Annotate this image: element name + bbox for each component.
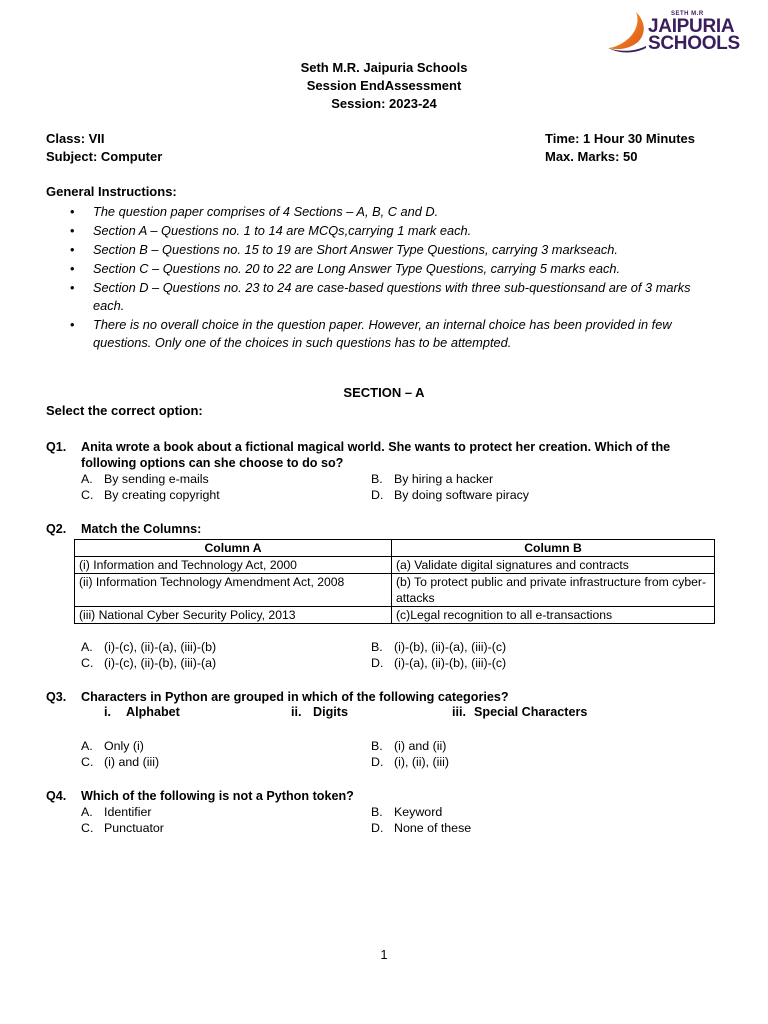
option-c[interactable] [81, 655, 216, 671]
option-text: (i)-(c), (ii)-(a), (iii)-(b) [104, 640, 217, 654]
page-number: 1 [380, 948, 388, 962]
question-number: Q2. [46, 522, 67, 536]
table-row [75, 607, 715, 624]
option-text: Only (i) [104, 739, 144, 753]
question-text: Which of the following is not a Python token? [81, 789, 354, 803]
option-letter: D. [371, 821, 384, 835]
instructions-heading: General Instructions: [46, 184, 177, 199]
section-title: SECTION – A [343, 385, 425, 400]
option-c[interactable] [81, 754, 159, 770]
option-letter: C. [81, 755, 94, 769]
table-cell: (c)Legal recognition to all e-transactions [392, 607, 715, 624]
option-a[interactable] [81, 738, 144, 754]
time-label: Time: 1 Hour 30 Minutes [545, 131, 696, 146]
option-letter: D. [371, 656, 384, 670]
column-b-header: Column B [392, 540, 715, 557]
option-letter: C. [81, 821, 94, 835]
subitem-text: Alphabet [126, 705, 180, 719]
question-number: Q3. [46, 690, 67, 704]
option-d[interactable] [371, 655, 506, 671]
option-letter: A. [81, 739, 93, 753]
school-name: Seth M.R. Jaipuria Schools [300, 60, 468, 75]
option-text: None of these [394, 821, 472, 835]
question-text: Characters in Python are grouped in which of the following categories? [81, 690, 509, 704]
subitem-text: Digits [313, 705, 348, 719]
session-year: Session: 2023-24 [331, 96, 437, 111]
subitem-roman: i. [104, 705, 111, 719]
option-letter: C. [81, 656, 94, 670]
option-c[interactable] [81, 487, 220, 503]
table-header-row [75, 540, 715, 557]
subitem-digits [291, 705, 348, 719]
option-letter: D. [371, 755, 384, 769]
logo-swoosh-icon [606, 8, 650, 54]
instruction-item: • Section D – Questions no. 23 to 24 are case-based questions with three sub-questionsand are of 3 marks each. [70, 279, 710, 315]
instruction-item: • Section C – Questions no. 20 to 22 are Long Answer Type Questions, carrying 5 marks each. [70, 260, 710, 278]
table-cell: (i) Information and Technology Act, 2000 [75, 557, 392, 574]
school-logo [606, 8, 746, 54]
option-b[interactable] [371, 639, 506, 655]
table-cell: (b) To protect public and private infrastructure from cyber-attacks [392, 574, 715, 607]
option-letter: B. [371, 739, 383, 753]
option-text: Punctuator [104, 821, 164, 835]
question-4 [46, 788, 726, 804]
instructions-list [70, 203, 710, 352]
option-text: By creating copyright [104, 488, 220, 502]
section-prompt: Select the correct option: [46, 403, 203, 418]
question-2 [46, 521, 726, 537]
instruction-item: • The question paper comprises of 4 Sections – A, B, C and D. [70, 203, 710, 221]
option-text: By hiring a hacker [394, 472, 494, 486]
subitem-special-characters [452, 705, 587, 719]
match-table [74, 539, 715, 624]
option-letter: B. [371, 472, 383, 486]
option-d[interactable] [371, 820, 471, 836]
subitem-roman: iii. [452, 705, 466, 719]
option-text: By sending e-mails [104, 472, 209, 486]
option-text: (i) and (ii) [394, 739, 447, 753]
option-b[interactable] [371, 738, 446, 754]
table-row [75, 557, 715, 574]
option-text: (i), (ii), (iii) [394, 755, 450, 769]
option-letter: D. [371, 488, 384, 502]
logo-small-text: SETH M.R [671, 11, 704, 17]
option-letter: A. [81, 640, 93, 654]
option-letter: A. [81, 805, 93, 819]
option-b[interactable] [371, 471, 493, 487]
question-text: Anita wrote a book about a fictional magical world. She wants to protect her creation. Which of the following options can she choose to do so? [81, 440, 671, 470]
option-d[interactable] [371, 754, 449, 770]
option-text: By doing software piracy [394, 488, 529, 502]
table-cell: (a) Validate digital signatures and contracts [392, 557, 715, 574]
class-label: Class: VII [46, 131, 105, 146]
option-a[interactable] [81, 471, 209, 487]
option-text: Keyword [394, 805, 443, 819]
option-text: (i)-(b), (ii)-(a), (iii)-(c) [394, 640, 507, 654]
option-a[interactable] [81, 639, 216, 655]
option-text: (i)-(c), (ii)-(b), (iii)-(a) [104, 656, 217, 670]
subitem-roman: ii. [291, 705, 302, 719]
question-number: Q1. [46, 440, 67, 454]
instruction-item: • There is no overall choice in the question paper. However, an internal choice has been provided in few questions. Only one of the choices in such questions has to be attempted. [70, 316, 710, 352]
logo-line1: JAIPURIA [648, 16, 735, 37]
question-1 [46, 439, 726, 471]
instruction-item: • Section B – Questions no. 15 to 19 are Short Answer Type Questions, carrying 3 markseach. [70, 241, 710, 259]
option-letter: A. [81, 472, 93, 486]
column-a-header: Column A [75, 540, 392, 557]
question-number: Q4. [46, 789, 67, 803]
instruction-item: • Section A – Questions no. 1 to 14 are MCQs,carrying 1 mark each. [70, 222, 710, 240]
option-text: Identifier [104, 805, 152, 819]
option-text: (i)-(a), (ii)-(b), (iii)-(c) [394, 656, 507, 670]
option-letter: C. [81, 488, 94, 502]
marks-label: Max. Marks: 50 [545, 149, 638, 164]
table-cell: (iii) National Cyber Security Policy, 2013 [75, 607, 392, 624]
option-letter: B. [371, 640, 383, 654]
option-c[interactable] [81, 820, 164, 836]
option-d[interactable] [371, 487, 529, 503]
table-row [75, 574, 715, 607]
logo-line2: SCHOOLS [648, 33, 740, 54]
exam-name: Session EndAssessment [306, 78, 462, 93]
option-letter: B. [371, 805, 383, 819]
subitem-text: Special Characters [474, 705, 588, 719]
subitem-alphabet [104, 705, 180, 719]
subject-label: Subject: Computer [46, 149, 163, 164]
option-text: (i) and (iii) [104, 755, 160, 769]
option-a[interactable] [81, 804, 152, 820]
table-cell: (ii) Information Technology Amendment Act, 2008 [75, 574, 392, 607]
question-3 [46, 689, 726, 705]
question-text: Match the Columns: [81, 522, 202, 536]
option-b[interactable] [371, 804, 442, 820]
